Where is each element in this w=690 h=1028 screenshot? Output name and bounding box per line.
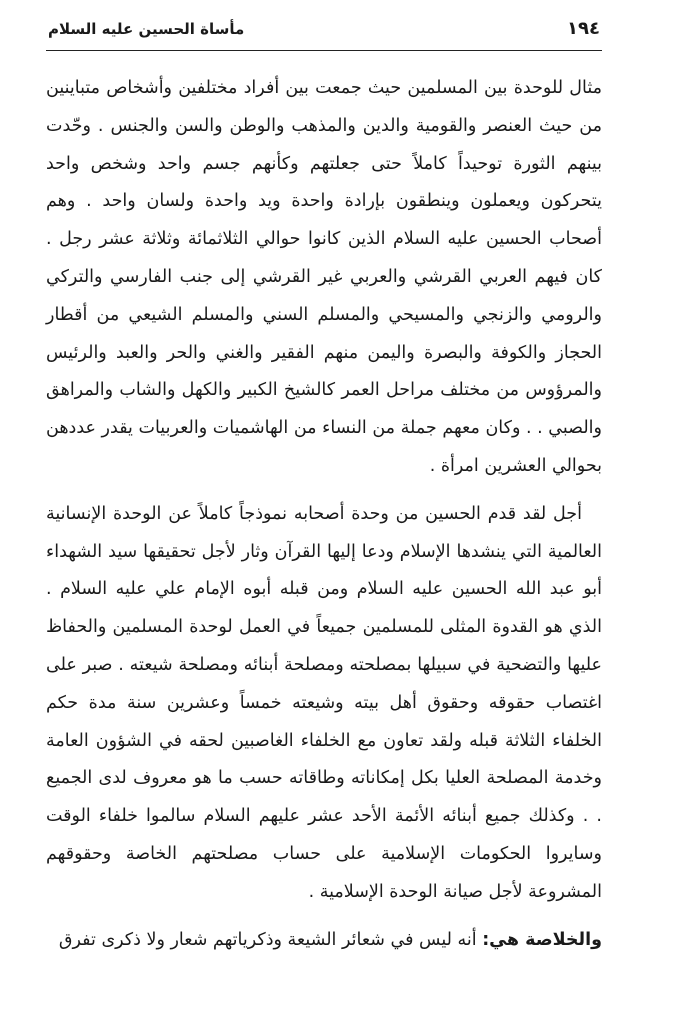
running-title: مأساة الحسين عليه السلام bbox=[48, 20, 245, 38]
header-rule bbox=[46, 50, 602, 51]
body-text bbox=[46, 70, 602, 959]
paragraph-3-text: أنه ليس في شعائر الشيعة وذكرياتهم شعار ولا ذكرى تفرق bbox=[58, 929, 483, 950]
page-header bbox=[48, 16, 600, 46]
summary-lead: والخلاصة هي: bbox=[482, 929, 602, 950]
paragraph-3 bbox=[46, 922, 602, 960]
paragraph-1: مثال للوحدة بين المسلمين حيث جمعت بين أفراد مختلفين وأشخاص متباينين من حيث العنصر والقومية والدين والمذهب والوطن والسن والجنس . وحّدت بينهم الثورة توحيداً كاملاً حتى جعلتهم وكأنهم جسم واحد وشخص واحد يتحركون ويعملون وينطقون بإرادة واحدة ويد واحدة ولسان واحد . وهم أصحاب الحسين عليه السلام الذين كانوا حوالي الثلاثمائة وثلاثة عشر رجل . كان فيهم العربي القرشي والعربي غير القرشي إلى جنب الفارسي والتركي والرومي والزنجي والمسيحي والمسلم السني والمسلم الشيعي من أقطار الحجاز والكوفة والبصرة واليمن منهم الفقير والغني والحر والعبد والرئيس والمرؤوس من مختلف مراحل العمر كالشيخ الكبير والكهل والشاب والمراهق والصبي . . وكان معهم جملة من النساء من الهاشميات والعربيات يقدر عددهن بحوالي العشرين امرأة . bbox=[46, 78, 602, 476]
page-number: ١٩٤ bbox=[567, 18, 600, 39]
paragraph-2: أجل لقد قدم الحسين من وحدة أصحابه نموذجاً كاملاً عن الوحدة الإنسانية العالمية التي ينشدها الإسلام ودعا إليها القرآن وثار لأجل تحقيقها سيد الشهداء أبو عبد الله الحسين عليه السلام ومن قبله أبوه الإمام علي عليه السلام . الذي هو القدوة المثلى للمسلمين جميعاً في العمل لوحدة المسلمين والحفاظ عليها والتضحية في سبيلها بمصلحته ومصلحة أبنائه ومصلحة شيعته . صبر على اغتصاب حقوقه وحقوق أهل بيته وشيعته خمساً وعشرين سنة مدة حكم الخلفاء الثلاثة قبله ولقد تعاون مع الخلفاء الغاصبين لحقه في الشؤون العامة وخدمة المصلحة العليا بكل إمكاناته وطاقاته حسب ما هو معروف لدى الجميع . . وكذلك جميع أبنائه الأئمة الأحد عشر عليهم السلام سالموا خلفاء الوقت وسايروا الحكومات الإسلامية على حساب مصلحتهم الخاصة وحقوقهم المشروعة لأجل صيانة الوحدة الإسلامية . bbox=[46, 503, 602, 902]
